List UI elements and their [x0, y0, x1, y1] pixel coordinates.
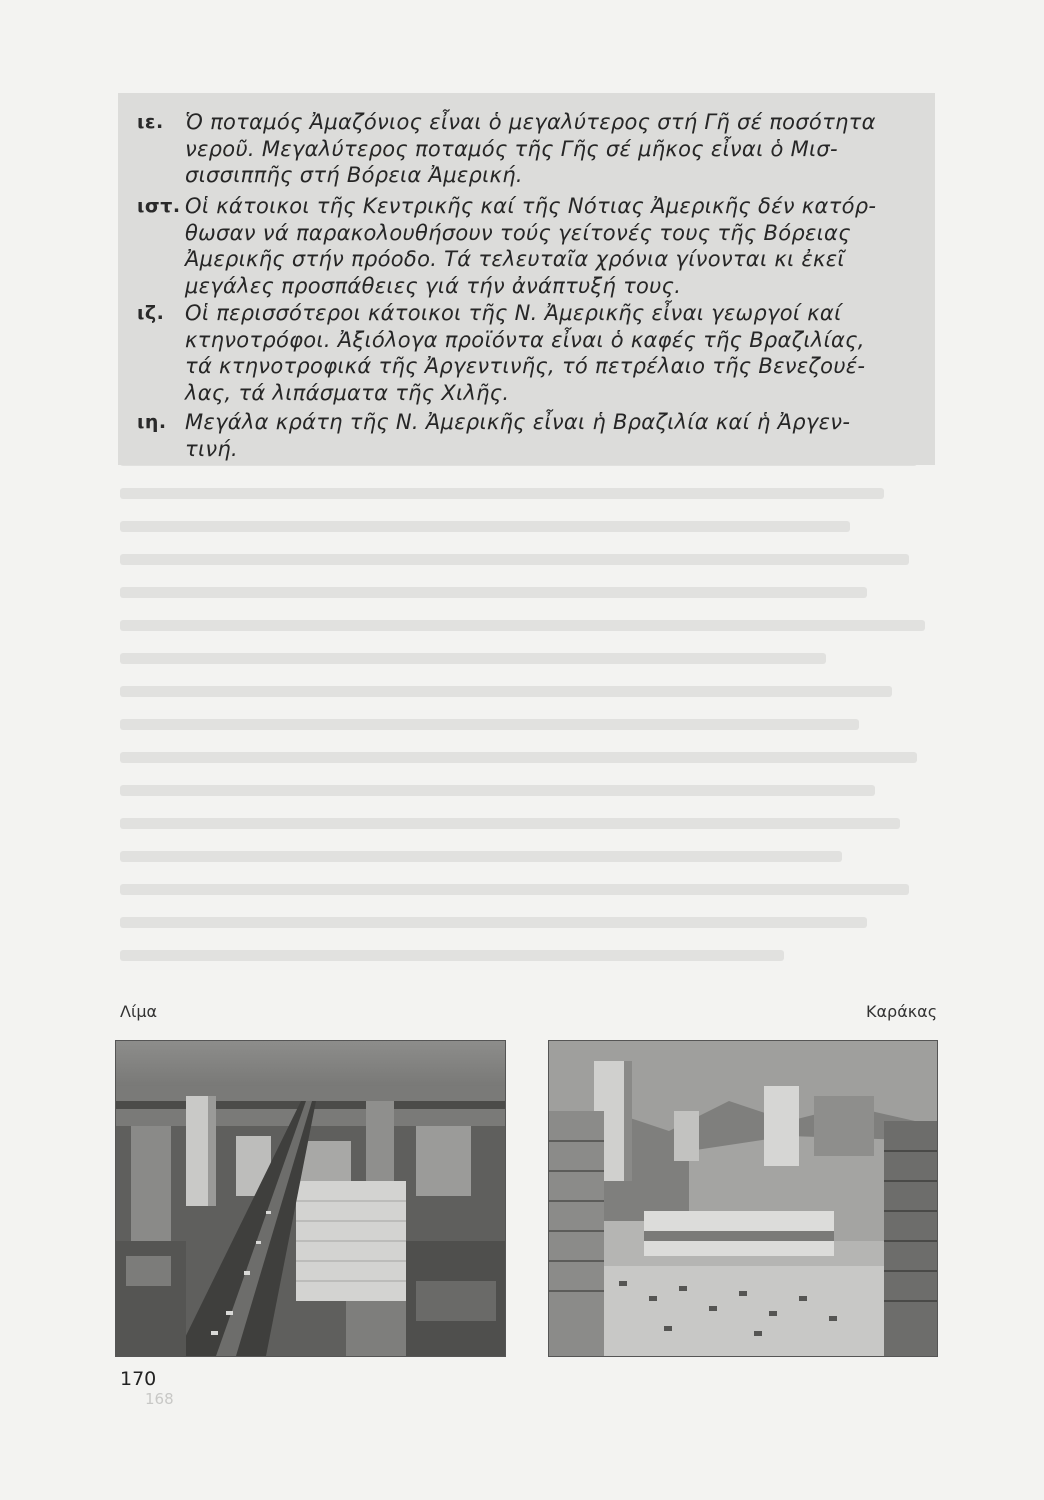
item-text: Οἱ κάτοικοι τῆς Κεντρικῆς καί τῆς Νότιας Ἀμερικῆς δέν κατόρ- θωσαν νά παρακολουθήσουν τούς γείτονές τους τῆς Βόρειας Ἀμερικῆς στήν πρόοδο. Τά τελευταῖα χρόνια γίνονται κι ἐκεῖ μεγάλες προσπάθειες γιά τήν ἀνάπτυξή τους. — [185, 194, 877, 298]
bleed-through-texture — [120, 455, 950, 1015]
item-text: Οἱ περισσότεροι κάτοικοι τῆς Ν. Ἀμερικῆς εἶναι γεωργοί καί κτηνοτρόφοι. Ἀξιόλογα προϊόντα εἶναι ὁ καφές τῆς Βραζιλίας, τά κτηνοτροφικά τῆς Ἀργεντινῆς, τό πετρέλαιο τῆς Βενεζουέ- λας, τά λιπάσματα τῆς Χιλῆς. — [185, 301, 866, 405]
item-number: ιη. — [137, 411, 167, 433]
item-number: ιζ. — [137, 302, 165, 324]
bleed-page-number: 168 — [145, 1390, 174, 1408]
item-number: ιστ. — [137, 195, 181, 217]
item-text: Ὁ ποταμός Ἀμαζόνιος εἶναι ὁ μεγαλύτερος στή Γῆ σέ ποσότητα νεροῦ. Μεγαλύτερος ποταμός τῆς Γῆς σέ μῆκος εἶναι ὁ Μισ- σισσιππῆς στή Βόρεια Ἀμερική. — [185, 110, 876, 187]
item-number: ιε. — [137, 111, 164, 133]
page-number: 170 — [120, 1368, 157, 1390]
caracas-photo — [548, 1040, 938, 1357]
lima-photo — [115, 1040, 506, 1357]
photo-caption-caracas: Καράκας — [866, 1002, 938, 1021]
item-text: Μεγάλα κράτη τῆς Ν. Ἀμερικῆς εἶναι ἡ Βραζιλία καί ἡ Ἀργεν- τινή. — [185, 410, 851, 461]
summary-box — [118, 93, 935, 465]
photo-caption-lima: Λίμα — [120, 1002, 158, 1021]
